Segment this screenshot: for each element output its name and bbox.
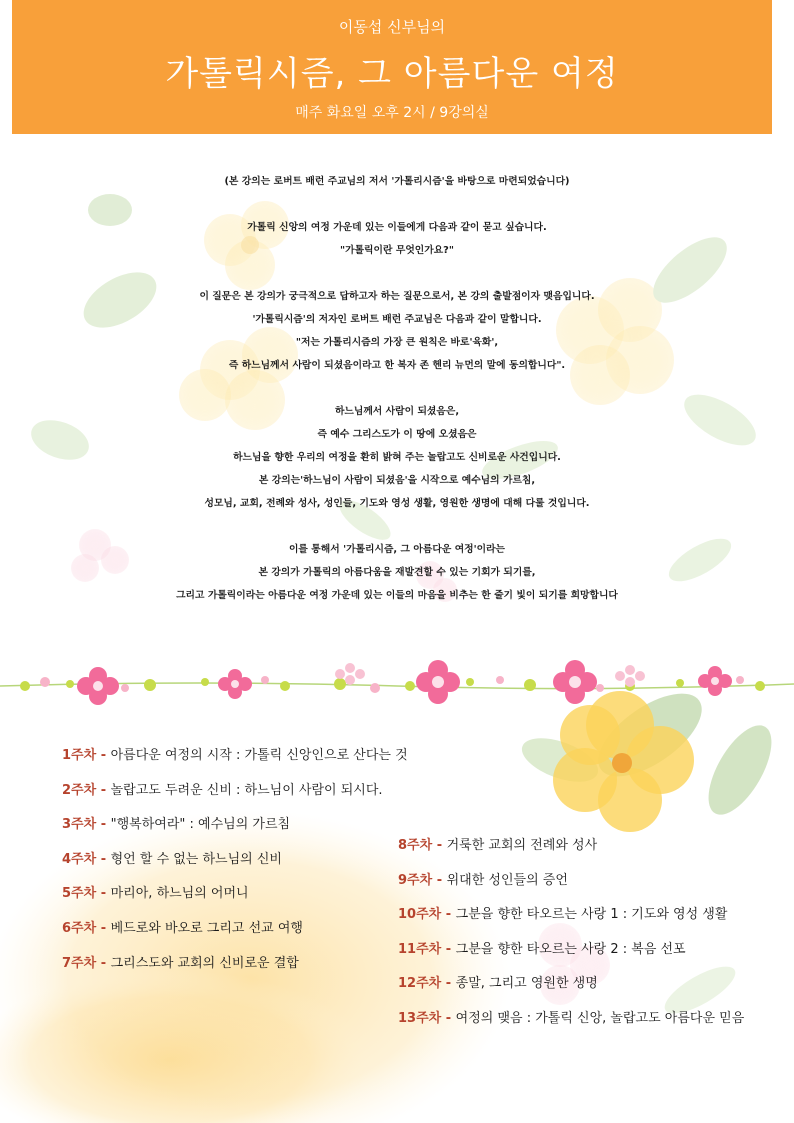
intro-line: "가톨릭이란 무엇인가요?" (340, 245, 454, 256)
week-topic: 종말, 그리고 영원한 생명 (455, 976, 598, 992)
header-banner (12, 0, 772, 134)
week-topic: 거룩한 교회의 전례와 성사 (446, 838, 598, 853)
week-list-left (62, 744, 408, 986)
week-item (398, 903, 744, 938)
intro-paragraph (0, 216, 794, 262)
intro-paragraph (0, 538, 794, 607)
intro-line: 이 질문은 본 강의가 궁극적으로 답하고자 하는 질문으로서, 본 강의 출발점이자 맺음입니다. (199, 291, 595, 302)
intro-line: 본 강의가 가톨릭의 아름다움을 재발견할 수 있는 기회가 되기를, (258, 567, 536, 578)
week-item (62, 813, 408, 848)
page-title: 가톨릭시즘, 그 아름다운 여정 (165, 54, 619, 94)
week-number: 7주차 (62, 955, 97, 971)
week-topic: 형언 할 수 없는 하느님의 신비 (110, 851, 282, 867)
intro-line: 본 강의는'하느님이 사람이 되셨음'을 시작으로 예수님의 가르침, (258, 475, 536, 486)
week-number: 3주차 (62, 817, 97, 833)
intro-line: 하느님께서 사람이 되셨음은, (334, 406, 460, 417)
intro-paragraph (0, 400, 794, 515)
week-topic: 그리스도와 교회의 신비로운 결합 (110, 955, 299, 971)
garland-pink-flower (416, 660, 460, 704)
week-topic: 마리아, 하느님의 어머니 (110, 886, 249, 902)
garland-pink-flower (77, 667, 119, 705)
intro-line: "저는 가톨리시즘의 가장 큰 원칙은 바로'육화', (295, 337, 499, 348)
week-number: 9주차 (398, 872, 433, 888)
week-number: 1주차 (62, 748, 97, 763)
intro-line: 가톨릭 신앙의 여정 가운데 있는 이들에게 다음과 같이 묻고 싶습니다. (247, 222, 547, 233)
intro-line: (본 강의는 로버트 배런 주교님의 저서 '가톨리시즘'을 바탕으로 마련되었습니다) (224, 176, 570, 187)
week-topic: "행복하여라" : 예수님의 가르침 (110, 817, 291, 833)
week-separator: - (432, 838, 447, 853)
week-number: 4주차 (62, 851, 97, 867)
week-number: 5주차 (62, 886, 97, 902)
garland-pink-flower (553, 660, 597, 704)
week-topic: 위대한 성인들의 증언 (446, 872, 568, 888)
week-list-right (398, 834, 744, 1042)
week-topic: 놀랍고도 두려운 신비 : 하느님이 사람이 되시다. (110, 782, 383, 798)
week-item (62, 744, 408, 779)
intro-paragraph (0, 170, 794, 193)
week-item (398, 1007, 744, 1042)
week-number: 12주차 (398, 976, 442, 992)
garland-pink-flower (218, 669, 252, 699)
week-number: 8주차 (398, 838, 433, 853)
week-topic: 그분을 향한 타오르는 사랑 2 : 복음 선포 (455, 941, 686, 957)
week-item (62, 917, 408, 952)
week-item (398, 869, 744, 904)
week-topic: 그분을 향한 타오르는 사랑 1 : 기도와 영성 생활 (455, 907, 728, 923)
week-separator: - (96, 851, 111, 867)
schedule-text: 매주 화요일 오후 2시 / 9강의실 (295, 105, 489, 121)
week-separator: - (441, 941, 456, 957)
garland-pink-flower (698, 666, 732, 696)
week-separator: - (96, 955, 111, 971)
week-separator: - (432, 872, 447, 888)
week-item (398, 938, 744, 973)
intro-line: 성모님, 교회, 전례와 성사, 성인들, 기도와 영성 생활, 영원한 생명에 대해 다룰 것입니다. (204, 498, 590, 509)
week-separator: - (96, 748, 111, 763)
intro-line: 그리고 가톨릭이라는 아름다운 여정 가운데 있는 이들의 마음을 비추는 한 줄기 빛이 되기를 희망합니다 (176, 590, 618, 601)
intro-line: 이를 통해서 '가톨리시즘, 그 아름다운 여정'이라는 (288, 544, 506, 555)
week-separator: - (441, 976, 456, 992)
week-separator: - (96, 920, 111, 936)
week-item (62, 952, 408, 987)
intro-line: 즉 예수 그리스도가 이 땅에 오셨음은 (317, 429, 477, 440)
week-topic: 여정의 맺음 : 가톨릭 신앙, 놀랍고도 아름다운 믿음 (455, 1010, 745, 1026)
intro-text (0, 170, 794, 630)
week-item (398, 834, 744, 869)
week-topic: 아름다운 여정의 시작 : 가톨릭 신앙인으로 산다는 것 (110, 748, 408, 763)
intro-line: 하느님을 향한 우리의 여정을 환히 밝혀 주는 놀랍고도 신비로운 사건입니다. (233, 452, 561, 463)
intro-line: '가톨릭시즘'의 저자인 로버트 배런 주교님은 다음과 같이 말합니다. (252, 314, 542, 325)
week-number: 11주차 (398, 941, 442, 957)
intro-paragraph (0, 285, 794, 377)
intro-line: 즉 하느님께서 사람이 되셨음이라고 한 복자 존 헨리 뉴먼의 말에 동의합니다". (228, 360, 566, 371)
week-number: 6주차 (62, 920, 97, 936)
week-item (62, 848, 408, 883)
week-number: 2주차 (62, 782, 97, 798)
week-item (62, 779, 408, 814)
week-item (62, 882, 408, 917)
week-separator: - (441, 907, 456, 923)
week-topic: 베드로와 바오로 그리고 선교 여행 (110, 920, 303, 936)
week-item (398, 972, 744, 1007)
week-number: 10주차 (398, 907, 442, 923)
week-separator: - (96, 817, 111, 833)
yellow-flower-right (516, 678, 784, 832)
presenter-name: 이동섭 신부님의 (338, 18, 446, 36)
week-separator: - (96, 782, 111, 798)
week-separator: - (96, 886, 111, 902)
week-number: 13주차 (398, 1010, 442, 1026)
week-separator: - (441, 1010, 456, 1026)
